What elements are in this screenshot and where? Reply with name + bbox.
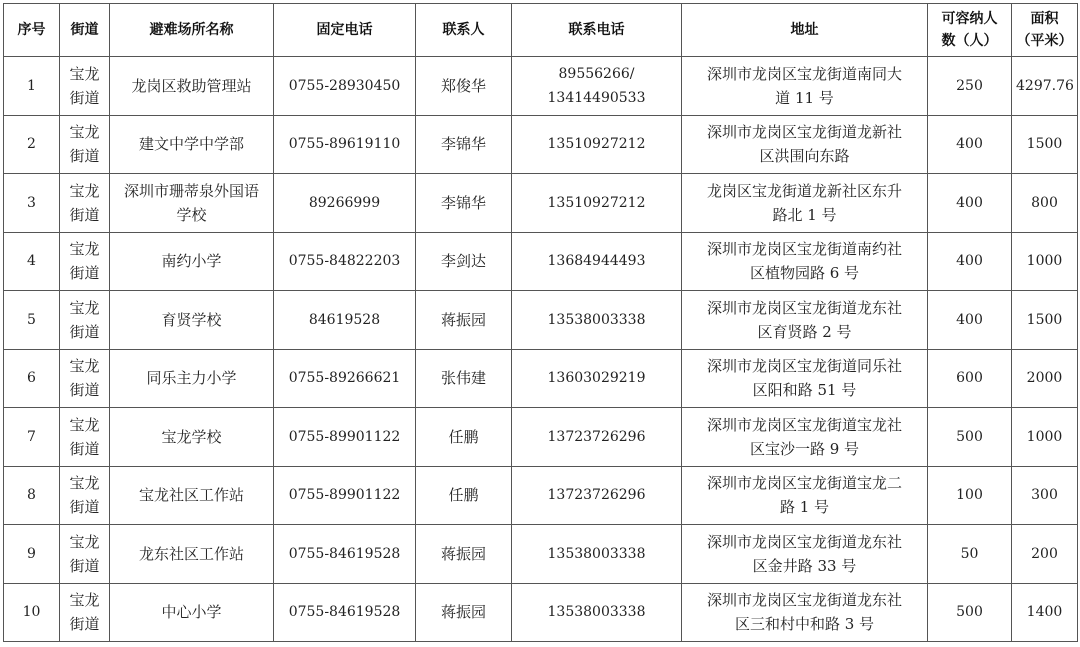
cell-index xyxy=(4,525,60,584)
cell-text: 50 xyxy=(960,545,979,562)
cell-text: 400 xyxy=(956,253,983,270)
cell-area xyxy=(1012,466,1078,525)
cell-contact xyxy=(416,466,512,525)
header-cell-landline: 固定电话 xyxy=(274,4,416,57)
cell-text: 89266999 xyxy=(308,194,381,211)
cell-address xyxy=(682,291,928,350)
cell-capacity xyxy=(928,583,1012,642)
header-cell-area: 面积 （平米） xyxy=(1012,4,1078,57)
cell-text: 宝龙 街道 xyxy=(69,357,100,400)
cell-shelter-name xyxy=(110,349,274,408)
cell-text: 深圳市珊蒂泉外国语 学校 xyxy=(123,181,259,224)
cell-shelter-name xyxy=(110,525,274,584)
cell-shelter-name xyxy=(110,115,274,174)
shelter-table xyxy=(3,3,1078,642)
cell-text: 800 xyxy=(1031,194,1058,211)
cell-shelter-name xyxy=(110,408,274,467)
table-row xyxy=(4,525,1078,584)
cell-contact xyxy=(416,174,512,233)
cell-area xyxy=(1012,57,1078,116)
cell-text: 中心小学 xyxy=(161,603,222,622)
cell-index xyxy=(4,232,60,291)
cell-capacity xyxy=(928,466,1012,525)
cell-address xyxy=(682,57,928,116)
cell-text: 0755-89901122 xyxy=(288,487,401,504)
cell-text: 李锦华 xyxy=(440,135,486,154)
header-row xyxy=(4,4,1078,57)
cell-index xyxy=(4,174,60,233)
cell-shelter-name xyxy=(110,57,274,116)
cell-shelter-name xyxy=(110,466,274,525)
table-row xyxy=(4,291,1078,350)
cell-index xyxy=(4,408,60,467)
cell-text: 宝龙 街道 xyxy=(69,532,100,575)
cell-capacity xyxy=(928,115,1012,174)
cell-capacity xyxy=(928,174,1012,233)
cell-text: 13603029219 xyxy=(547,370,646,387)
cell-text: 深圳市龙岗区宝龙街道宝龙二 路 1 号 xyxy=(706,474,902,517)
cell-text: 3 xyxy=(27,194,36,211)
cell-text: 13723726296 xyxy=(547,487,646,504)
cell-text: 建文中学中学部 xyxy=(138,135,244,154)
cell-street xyxy=(60,408,110,467)
cell-text: 任鹏 xyxy=(448,427,479,446)
cell-text: 0755-89901122 xyxy=(288,428,401,445)
header-cell-street: 街道 xyxy=(60,4,110,57)
cell-text: 4 xyxy=(27,253,36,270)
cell-contact-phone xyxy=(512,466,682,525)
table-row xyxy=(4,583,1078,642)
cell-text: 蒋振园 xyxy=(440,310,486,329)
cell-landline xyxy=(274,232,416,291)
cell-street xyxy=(60,57,110,116)
cell-landline xyxy=(274,115,416,174)
cell-address xyxy=(682,408,928,467)
cell-street xyxy=(60,466,110,525)
cell-shelter-name xyxy=(110,583,274,642)
cell-text: 蒋振园 xyxy=(440,603,486,622)
cell-contact xyxy=(416,291,512,350)
cell-text: 84619528 xyxy=(308,311,381,328)
cell-area xyxy=(1012,291,1078,350)
cell-address xyxy=(682,115,928,174)
table-row xyxy=(4,57,1078,116)
cell-text: 13723726296 xyxy=(547,428,646,445)
cell-text: 深圳市龙岗区宝龙街道龙东社 区金井路 33 号 xyxy=(706,532,902,575)
cell-shelter-name xyxy=(110,232,274,291)
cell-contact xyxy=(416,57,512,116)
cell-address xyxy=(682,349,928,408)
cell-text: 宝龙社区工作站 xyxy=(138,486,244,505)
cell-text: 400 xyxy=(956,136,983,153)
cell-area xyxy=(1012,408,1078,467)
cell-text: 宝龙 街道 xyxy=(69,240,100,283)
cell-street xyxy=(60,349,110,408)
cell-text: 0755-84619528 xyxy=(288,604,401,621)
cell-text: 0755-84619528 xyxy=(288,545,401,562)
cell-address xyxy=(682,466,928,525)
cell-text: 深圳市龙岗区宝龙街道龙新社 区洪围向东路 xyxy=(706,123,902,166)
cell-street xyxy=(60,583,110,642)
cell-text: 500 xyxy=(956,604,983,621)
cell-shelter-name xyxy=(110,291,274,350)
cell-capacity xyxy=(928,232,1012,291)
cell-text: 宝龙 街道 xyxy=(69,298,100,341)
cell-landline xyxy=(274,57,416,116)
cell-text: 育贤学校 xyxy=(161,310,222,329)
cell-contact xyxy=(416,115,512,174)
cell-text: 13510927212 xyxy=(547,194,646,211)
cell-text: 6 xyxy=(27,370,36,387)
cell-contact-phone xyxy=(512,174,682,233)
cell-capacity xyxy=(928,57,1012,116)
cell-text: 250 xyxy=(956,77,983,94)
cell-index xyxy=(4,57,60,116)
cell-street xyxy=(60,174,110,233)
cell-text: 宝龙学校 xyxy=(161,427,222,446)
cell-address xyxy=(682,174,928,233)
cell-text: 0755-28930450 xyxy=(288,77,401,94)
cell-text: 13510927212 xyxy=(547,136,646,153)
cell-index xyxy=(4,349,60,408)
cell-text: 1000 xyxy=(1026,428,1063,445)
table-row xyxy=(4,349,1078,408)
cell-text: 宝龙 街道 xyxy=(69,64,100,107)
cell-text: 1500 xyxy=(1026,311,1063,328)
cell-text: 600 xyxy=(956,370,983,387)
table-row xyxy=(4,232,1078,291)
cell-text: 0755-89266621 xyxy=(288,370,401,387)
cell-area xyxy=(1012,232,1078,291)
cell-text: 深圳市龙岗区宝龙街道龙东社 区育贤路 2 号 xyxy=(706,298,902,341)
cell-text: 宝龙 街道 xyxy=(69,123,100,166)
cell-text: 10 xyxy=(22,604,41,621)
cell-address xyxy=(682,232,928,291)
header-cell-capacity: 可容纳人 数（人） xyxy=(928,4,1012,57)
cell-shelter-name xyxy=(110,174,274,233)
cell-area xyxy=(1012,115,1078,174)
cell-index xyxy=(4,466,60,525)
cell-text: 200 xyxy=(1031,545,1058,562)
cell-contact-phone xyxy=(512,408,682,467)
cell-text: 9 xyxy=(27,545,36,562)
cell-text: 13538003338 xyxy=(547,545,646,562)
cell-capacity xyxy=(928,408,1012,467)
cell-area xyxy=(1012,349,1078,408)
table-row xyxy=(4,115,1078,174)
cell-index xyxy=(4,115,60,174)
cell-street xyxy=(60,232,110,291)
cell-text: 1500 xyxy=(1026,136,1063,153)
cell-text: 李剑达 xyxy=(440,252,486,271)
cell-text: 同乐主力小学 xyxy=(146,369,237,388)
cell-text: 13538003338 xyxy=(547,311,646,328)
cell-text: 深圳市龙岗区宝龙街道宝龙社 区宝沙一路 9 号 xyxy=(706,415,902,458)
cell-text: 13684944493 xyxy=(547,253,646,270)
cell-contact xyxy=(416,525,512,584)
cell-text: 宝龙 街道 xyxy=(69,474,100,517)
cell-text: 张伟建 xyxy=(440,369,486,388)
cell-landline xyxy=(274,583,416,642)
cell-contact xyxy=(416,349,512,408)
cell-text: 南约小学 xyxy=(161,252,222,271)
cell-landline xyxy=(274,525,416,584)
table-row xyxy=(4,408,1078,467)
cell-text: 宝龙 街道 xyxy=(69,415,100,458)
cell-area xyxy=(1012,174,1078,233)
header-cell-contact: 联系人 xyxy=(416,4,512,57)
cell-contact-phone xyxy=(512,525,682,584)
cell-contact-phone xyxy=(512,57,682,116)
cell-text: 0755-84822203 xyxy=(288,253,401,270)
cell-text: 13538003338 xyxy=(547,604,646,621)
table-body xyxy=(4,57,1078,642)
cell-street xyxy=(60,115,110,174)
cell-text: 任鹏 xyxy=(448,486,479,505)
cell-text: 0755-89619110 xyxy=(288,136,401,153)
cell-text: 1 xyxy=(27,77,36,94)
cell-text: 100 xyxy=(956,487,983,504)
cell-text: 2000 xyxy=(1026,370,1063,387)
cell-area xyxy=(1012,525,1078,584)
cell-capacity xyxy=(928,349,1012,408)
cell-contact xyxy=(416,408,512,467)
table-row xyxy=(4,174,1078,233)
cell-street xyxy=(60,291,110,350)
table-row xyxy=(4,466,1078,525)
cell-contact xyxy=(416,583,512,642)
cell-text: 500 xyxy=(956,428,983,445)
cell-capacity xyxy=(928,525,1012,584)
cell-text: 8 xyxy=(27,487,36,504)
cell-text: 深圳市龙岗区宝龙街道同乐社 区阳和路 51 号 xyxy=(706,357,902,400)
cell-text: 300 xyxy=(1031,487,1058,504)
cell-index xyxy=(4,291,60,350)
cell-text: 400 xyxy=(956,311,983,328)
cell-street xyxy=(60,525,110,584)
cell-text: 5 xyxy=(27,311,36,328)
cell-text: 89556266/ 13414490533 xyxy=(547,65,646,106)
cell-capacity xyxy=(928,291,1012,350)
cell-landline xyxy=(274,291,416,350)
header-cell-address: 地址 xyxy=(682,4,928,57)
cell-text: 郑俊华 xyxy=(440,76,486,95)
cell-text: 深圳市龙岗区宝龙街道南同大 道 11 号 xyxy=(706,64,902,107)
cell-text: 宝龙 街道 xyxy=(69,591,100,634)
cell-text: 4297.76 xyxy=(1016,77,1074,94)
cell-text: 7 xyxy=(27,428,36,445)
cell-contact-phone xyxy=(512,349,682,408)
cell-text: 400 xyxy=(956,194,983,211)
cell-index xyxy=(4,583,60,642)
cell-text: 龙岗区宝龙街道龙新社区东升 路北 1 号 xyxy=(706,181,902,224)
cell-text: 龙岗区救助管理站 xyxy=(131,76,252,95)
cell-text: 宝龙 街道 xyxy=(69,181,100,224)
cell-landline xyxy=(274,466,416,525)
cell-address xyxy=(682,525,928,584)
cell-landline xyxy=(274,174,416,233)
cell-address xyxy=(682,583,928,642)
cell-text: 李锦华 xyxy=(440,193,486,212)
cell-text: 蒋振园 xyxy=(440,544,486,563)
cell-landline xyxy=(274,408,416,467)
table-container xyxy=(3,3,1078,642)
cell-contact-phone xyxy=(512,115,682,174)
header-cell-contact-phone: 联系电话 xyxy=(512,4,682,57)
cell-text: 深圳市龙岗区宝龙街道龙东社 区三和村中和路 3 号 xyxy=(706,591,902,634)
cell-contact xyxy=(416,232,512,291)
cell-landline xyxy=(274,349,416,408)
cell-contact-phone xyxy=(512,232,682,291)
header-cell-shelter-name: 避难场所名称 xyxy=(110,4,274,57)
cell-contact-phone xyxy=(512,583,682,642)
cell-text: 1400 xyxy=(1026,604,1063,621)
cell-area xyxy=(1012,583,1078,642)
cell-text: 2 xyxy=(27,136,36,153)
header-cell-index: 序号 xyxy=(4,4,60,57)
cell-text: 深圳市龙岗区宝龙街道南约社 区植物园路 6 号 xyxy=(706,240,902,283)
cell-contact-phone xyxy=(512,291,682,350)
cell-text: 龙东社区工作站 xyxy=(138,544,244,563)
cell-text: 1000 xyxy=(1026,253,1063,270)
